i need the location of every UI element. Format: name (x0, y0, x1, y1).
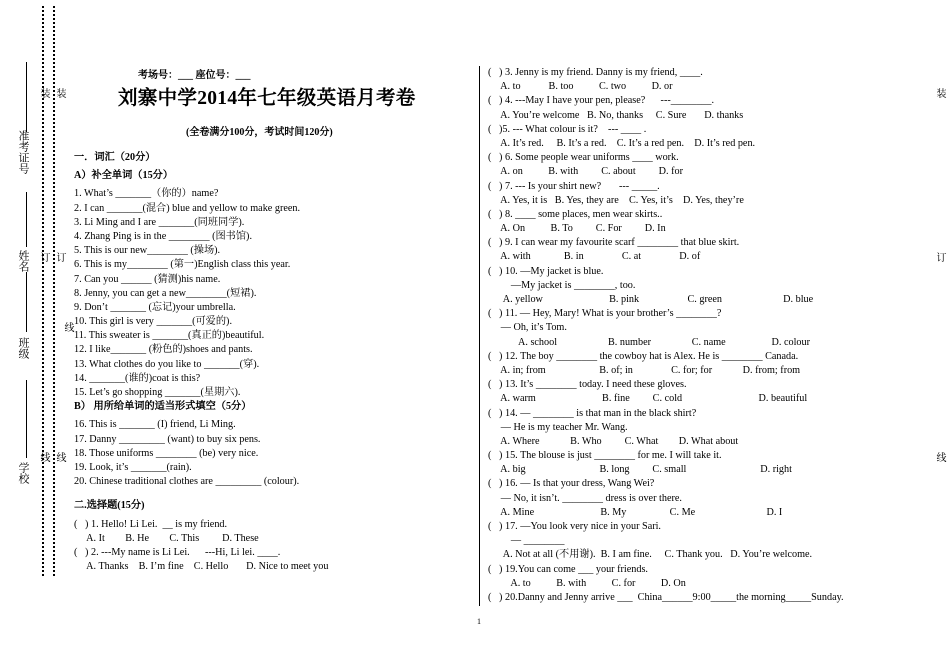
question-line: 19. Look, it’s _______(rain). (74, 461, 192, 473)
question-line: ( ) 4. ---May I have your pen, please? ---________. (488, 95, 715, 107)
name-line (26, 192, 27, 247)
option-line: —My jacket is ________, too. (488, 279, 636, 291)
binding-mark-zhuang-2: 装 (54, 88, 65, 99)
question-line: 18. Those uniforms ________ (be) very nice. (74, 447, 259, 459)
option-line: — No, it isn’t. ________ dress is over there. (488, 492, 682, 504)
option-line: A. yellow B. pink C. green D. blue (488, 294, 814, 305)
binding-mark-ding-2: 订 (54, 252, 65, 263)
question-line: 14. _______(谁的)coat is this? (74, 372, 201, 384)
option-line: A. big B. long C. small D. right (488, 464, 792, 476)
question-line: ( ) 9. I can wear my favourite scarf ________ that blue skirt. (488, 237, 740, 249)
question-line: 9. Don’t _______ (忘记)your umbrella. (74, 301, 236, 313)
right-mark-zhuang: 装 (934, 88, 945, 99)
question-line: ( ) 2. ---My name is Li Lei. ---Hi, Li lei. ____. (74, 546, 281, 558)
question-line: ( ) 6. Some people wear uniforms ____ work. (488, 152, 679, 164)
question-line: ( )5. --- What colour is it? --- ____ . (488, 123, 647, 135)
question-line: ( ) 1. Hello! Li Lei. __ is my friend. (74, 518, 228, 530)
binding-mark-zhuang: 装 (38, 88, 49, 99)
option-line: A. Where B. Who C. What D. What about (488, 435, 739, 447)
question-line: 11. This sweater is _______(真正的)beautiful. (74, 330, 265, 342)
column-divider (479, 66, 480, 606)
question-line: 2. I can _______(混合) blue and yellow to make green. (74, 202, 301, 214)
option-line: A. Not at all (不用谢). B. I am fine. C. Thank you. D. You’re welcome. (488, 549, 813, 561)
exam-id-label: 准考证号 (17, 130, 29, 174)
question-line: 17. Danny _________ (want) to buy six pens. (74, 433, 261, 445)
option-line: — ________ (488, 535, 565, 547)
question-line: 10. This girl is very _______(可爱的). (74, 316, 232, 328)
question-line: ( ) 17. —You look very nice in your Sari. (488, 521, 661, 532)
question-line: A. It B. He C. This D. These (74, 532, 259, 544)
binding-mark-xian-2: 线 (54, 452, 65, 463)
question-line: 16. This is _______ (I) friend, Li Ming. (74, 419, 236, 431)
question-line: ( ) 12. The boy ________ the cowboy hat is Alex. He is ________ Canada. (488, 350, 799, 362)
question-line: ( ) 15. The blouse is just ________ for me. I will take it. (488, 450, 722, 462)
option-line: A. with B. in C. at D. of (488, 251, 701, 263)
school-label: 学校 (17, 462, 29, 484)
school-line (26, 380, 27, 458)
question-line: ( ) 11. — Hey, Mary! What is your brother’s ________? (488, 308, 722, 320)
question-line: ( ) 16. — Is that your dress, Wang Wei? (488, 478, 655, 490)
question-line: ( ) 19.You can come ___ your friends. (488, 563, 648, 575)
option-line: A. to B. with C. for D. On (488, 577, 686, 589)
option-line: A. to B. too C. two D. or (488, 81, 673, 93)
option-line: A. On B. To C. For D. In (488, 223, 666, 235)
right-mark-xian: 线 (934, 452, 945, 463)
option-line: A. Yes, it is B. Yes, they are C. Yes, it’s D. Yes, they’re (488, 194, 744, 206)
option-line: — He is my teacher Mr. Wang. (488, 421, 628, 433)
section-heading: B） 用所给单词的适当形式填空（5分） (74, 401, 252, 413)
class-label: 班级 (17, 337, 29, 359)
section-heading: 一．词汇（20分） (74, 152, 156, 163)
binding-mark-xian-3: 线 (62, 322, 73, 333)
option-line: A. You’re welcome B. No, thanks C. Sure D. thanks (488, 109, 744, 121)
page-title: 刘寨中学2014年七年级英语月考卷 (118, 88, 416, 109)
question-line: ( ) 3. Jenny is my friend. Danny is my friend, ____. (488, 67, 703, 78)
option-line: A. It’s red. B. It’s a red. C. It’s a red pen. D. It’s red pen. (488, 137, 756, 149)
exam-room-seat-info: 考场号：___ 座位号：___ (138, 70, 251, 81)
option-line: A. Mine B. My C. Me D. I (488, 506, 783, 518)
right-column (488, 66, 928, 605)
exam-id-line (26, 62, 27, 132)
question-line: ( ) 8. ____ some places, men wear skirts.. (488, 208, 663, 220)
question-line: 1. What’s _______（你的）name? (74, 188, 219, 200)
right-mark-ding: 订 (934, 252, 945, 263)
question-line: 8. Jenny, you can get a new________(短裙). (74, 287, 257, 299)
question-line: 3. Li Ming and I are _______(同班同学). (74, 216, 245, 228)
name-label: 姓名 (17, 250, 29, 272)
page-number: 1 (477, 617, 481, 626)
question-line: 7. Can you ______ (猜测)his name. (74, 273, 221, 285)
option-line: A. on B. with C. about D. for (488, 166, 683, 178)
section-heading: 二.选择题(15分) (74, 500, 145, 512)
question-line: 13. What clothes do you like to _______(穿). (74, 358, 260, 370)
question-line: ( ) 10. —My jacket is blue. (488, 265, 604, 277)
question-line: 4. Zhang Ping is in the ________ (图书馆). (74, 230, 252, 242)
class-line (26, 272, 27, 332)
question-line: 15. Let’s go shopping _______(星期六). (74, 387, 241, 398)
option-line: A. school B. number C. name D. colour (488, 336, 811, 348)
question-line: 20. Chinese traditional clothes are _________ (colour). (74, 476, 300, 488)
question-line: A. Thanks B. I’m fine C. Hello D. Nice to meet you (74, 561, 329, 573)
question-line: ( ) 13. It’s ________ today. I need these gloves. (488, 379, 687, 391)
section-heading: A）补全单词（15分） (74, 170, 174, 182)
option-line: A. in; from B. of; in C. for; for D. from; from (488, 364, 801, 376)
question-line: 6. This is my________ (第一)English class this year. (74, 259, 291, 271)
question-line: 5. This is our new________ (操场). (74, 245, 221, 257)
option-line: — Oh, it’s Tom. (488, 322, 567, 334)
question-line: ( ) 7. --- Is your shirt new? --- _____. (488, 180, 660, 192)
binding-mark-xian: 线 (38, 452, 49, 463)
binding-mark-ding: 订 (38, 252, 49, 263)
question-line: ( ) 20.Danny and Jenny arrive ___ China______9:00_____the morning_____Sunday. (488, 591, 844, 603)
question-line: ( ) 14. — ________ is that man in the black shirt? (488, 407, 697, 419)
option-line: A. warm B. fine C. cold D. beautiful (488, 393, 808, 405)
exam-subtitle: (全卷满分100分，考试时间120分) (186, 127, 333, 138)
question-line: 12. I like_______ (粉色的)shoes and pants. (74, 344, 253, 356)
left-column (74, 151, 459, 574)
